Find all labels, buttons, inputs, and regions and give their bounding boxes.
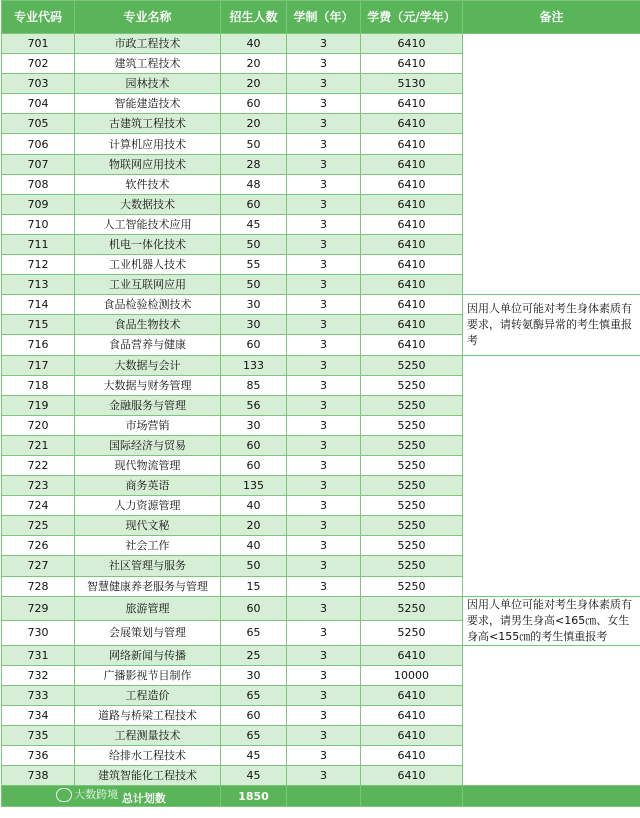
cell-enrollment: 48 [221, 174, 287, 194]
header-code: 专业代码 [2, 1, 75, 34]
cell-tuition: 5250 [361, 621, 463, 646]
cell-code: 706 [2, 134, 75, 154]
cell-name: 大数据与财务管理 [75, 375, 221, 395]
cell-code: 723 [2, 476, 75, 496]
cell-duration: 3 [287, 74, 361, 94]
cell-code: 708 [2, 174, 75, 194]
cell-tuition: 5250 [361, 536, 463, 556]
header-name: 专业名称 [75, 1, 221, 34]
cell-enrollment: 135 [221, 476, 287, 496]
cell-code: 719 [2, 395, 75, 415]
footer-empty-duration [287, 786, 361, 807]
cell-duration: 3 [287, 536, 361, 556]
cell-code: 702 [2, 54, 75, 74]
cell-enrollment: 30 [221, 415, 287, 435]
cell-code: 726 [2, 536, 75, 556]
watermark-text: 大数跨境 [74, 788, 119, 802]
cell-tuition: 6410 [361, 746, 463, 766]
cell-enrollment: 20 [221, 114, 287, 134]
cell-duration: 3 [287, 621, 361, 646]
cell-tuition: 6410 [361, 295, 463, 315]
cell-remarks [463, 645, 640, 786]
cell-name: 现代物流管理 [75, 455, 221, 475]
cell-tuition: 6410 [361, 134, 463, 154]
cell-tuition: 6410 [361, 645, 463, 665]
cell-enrollment: 65 [221, 726, 287, 746]
cell-code: 730 [2, 621, 75, 646]
cell-duration: 3 [287, 295, 361, 315]
cell-tuition: 5250 [361, 395, 463, 415]
cell-name: 食品营养与健康 [75, 335, 221, 355]
header-tuition: 学费（元/学年） [361, 1, 463, 34]
table-row [2, 355, 640, 375]
cell-name: 会展策划与管理 [75, 621, 221, 646]
cell-code: 735 [2, 726, 75, 746]
table-row [2, 295, 640, 315]
cell-duration: 3 [287, 726, 361, 746]
cell-enrollment: 60 [221, 435, 287, 455]
cell-code: 720 [2, 415, 75, 435]
cell-code: 724 [2, 496, 75, 516]
cell-duration: 3 [287, 174, 361, 194]
cell-duration: 3 [287, 435, 361, 455]
cell-code: 718 [2, 375, 75, 395]
cell-duration: 3 [287, 234, 361, 254]
cell-name: 国际经济与贸易 [75, 435, 221, 455]
cell-enrollment: 15 [221, 576, 287, 596]
cell-enrollment: 65 [221, 621, 287, 646]
cell-name: 金融服务与管理 [75, 395, 221, 415]
cell-duration: 3 [287, 705, 361, 725]
cell-tuition: 6410 [361, 335, 463, 355]
cell-enrollment: 30 [221, 315, 287, 335]
cell-enrollment: 56 [221, 395, 287, 415]
cell-tuition: 6410 [361, 194, 463, 214]
cell-name: 智能建造技术 [75, 94, 221, 114]
cell-code: 727 [2, 556, 75, 576]
cell-duration: 3 [287, 746, 361, 766]
cell-tuition: 6410 [361, 766, 463, 786]
footer-row [2, 786, 640, 807]
cell-duration: 3 [287, 766, 361, 786]
cell-tuition: 6410 [361, 275, 463, 295]
cell-enrollment: 20 [221, 74, 287, 94]
cell-code: 721 [2, 435, 75, 455]
cell-tuition: 6410 [361, 34, 463, 54]
cell-duration: 3 [287, 496, 361, 516]
cell-enrollment: 45 [221, 766, 287, 786]
watermark-logo-icon [56, 788, 72, 802]
cell-enrollment: 50 [221, 234, 287, 254]
cell-code: 738 [2, 766, 75, 786]
cell-code: 707 [2, 154, 75, 174]
cell-name: 市政工程技术 [75, 34, 221, 54]
cell-name: 人力资源管理 [75, 496, 221, 516]
cell-name: 建筑工程技术 [75, 54, 221, 74]
cell-enrollment: 45 [221, 214, 287, 234]
cell-enrollment: 60 [221, 705, 287, 725]
cell-tuition: 6410 [361, 214, 463, 234]
table-row [2, 596, 640, 621]
cell-duration: 3 [287, 665, 361, 685]
cell-code: 710 [2, 214, 75, 234]
cell-enrollment: 65 [221, 685, 287, 705]
cell-duration: 3 [287, 556, 361, 576]
cell-tuition: 5250 [361, 576, 463, 596]
cell-duration: 3 [287, 114, 361, 134]
table-row [2, 645, 640, 665]
cell-duration: 3 [287, 275, 361, 295]
cell-name: 工程造价 [75, 685, 221, 705]
watermark [56, 788, 118, 802]
cell-tuition: 6410 [361, 54, 463, 74]
cell-tuition: 5250 [361, 496, 463, 516]
cell-duration: 3 [287, 94, 361, 114]
cell-code: 713 [2, 275, 75, 295]
cell-tuition: 6410 [361, 174, 463, 194]
cell-remarks [463, 34, 640, 295]
cell-duration: 3 [287, 194, 361, 214]
cell-duration: 3 [287, 255, 361, 275]
cell-name: 现代文秘 [75, 516, 221, 536]
cell-enrollment: 40 [221, 496, 287, 516]
cell-code: 729 [2, 596, 75, 621]
cell-tuition: 6410 [361, 315, 463, 335]
cell-duration: 3 [287, 516, 361, 536]
cell-code: 704 [2, 94, 75, 114]
cell-name: 社会工作 [75, 536, 221, 556]
cell-name: 人工智能技术应用 [75, 214, 221, 234]
cell-name: 市场营销 [75, 415, 221, 435]
cell-tuition: 6410 [361, 234, 463, 254]
header-duration: 学制（年） [287, 1, 361, 34]
cell-name: 网络新闻与传播 [75, 645, 221, 665]
cell-remarks [463, 355, 640, 596]
cell-name: 工业机器人技术 [75, 255, 221, 275]
cell-name: 大数据技术 [75, 194, 221, 214]
header-row [2, 1, 640, 34]
cell-tuition: 5250 [361, 435, 463, 455]
cell-tuition: 6410 [361, 685, 463, 705]
cell-enrollment: 50 [221, 556, 287, 576]
cell-code: 709 [2, 194, 75, 214]
cell-name: 食品检验检测技术 [75, 295, 221, 315]
cell-enrollment: 50 [221, 275, 287, 295]
cell-tuition: 5250 [361, 415, 463, 435]
cell-tuition: 5250 [361, 596, 463, 621]
cell-duration: 3 [287, 355, 361, 375]
cell-duration: 3 [287, 134, 361, 154]
cell-duration: 3 [287, 34, 361, 54]
cell-duration: 3 [287, 315, 361, 335]
cell-tuition: 6410 [361, 94, 463, 114]
cell-duration: 3 [287, 455, 361, 475]
cell-code: 725 [2, 516, 75, 536]
cell-name: 计算机应用技术 [75, 134, 221, 154]
cell-tuition: 6410 [361, 726, 463, 746]
footer-empty-remarks [463, 786, 640, 807]
cell-code: 733 [2, 685, 75, 705]
cell-name: 社区管理与服务 [75, 556, 221, 576]
cell-code: 705 [2, 114, 75, 134]
cell-duration: 3 [287, 375, 361, 395]
cell-tuition: 5250 [361, 516, 463, 536]
header-enrollment: 招生人数 [221, 1, 287, 34]
enrollment-plan-table [1, 0, 640, 807]
cell-tuition: 6410 [361, 154, 463, 174]
cell-name: 智慧健康养老服务与管理 [75, 576, 221, 596]
cell-tuition: 5250 [361, 375, 463, 395]
cell-duration: 3 [287, 154, 361, 174]
cell-tuition: 6410 [361, 255, 463, 275]
cell-enrollment: 55 [221, 255, 287, 275]
cell-duration: 3 [287, 335, 361, 355]
cell-enrollment: 60 [221, 94, 287, 114]
cell-tuition: 5250 [361, 355, 463, 375]
cell-duration: 3 [287, 645, 361, 665]
cell-code: 734 [2, 705, 75, 725]
cell-enrollment: 50 [221, 134, 287, 154]
cell-duration: 3 [287, 54, 361, 74]
cell-name: 给排水工程技术 [75, 746, 221, 766]
cell-tuition: 6410 [361, 114, 463, 134]
cell-enrollment: 25 [221, 645, 287, 665]
cell-duration: 3 [287, 214, 361, 234]
cell-tuition: 5250 [361, 476, 463, 496]
cell-name: 古建筑工程技术 [75, 114, 221, 134]
cell-enrollment: 60 [221, 596, 287, 621]
cell-name: 广播影视节目制作 [75, 665, 221, 685]
cell-enrollment: 40 [221, 536, 287, 556]
cell-duration: 3 [287, 685, 361, 705]
cell-code: 714 [2, 295, 75, 315]
table-row [2, 34, 640, 54]
cell-code: 732 [2, 665, 75, 685]
cell-duration: 3 [287, 415, 361, 435]
cell-remarks: 因用人单位可能对考生身体素质有要求，请转氨酶异常的考生慎重报考 [463, 295, 640, 355]
cell-code: 703 [2, 74, 75, 94]
cell-code: 722 [2, 455, 75, 475]
cell-name: 食品生物技术 [75, 315, 221, 335]
cell-remarks: 因用人单位可能对考生身体素质有要求，请男生身高<165㎝、女生身高<155㎝的考生慎重报考 [463, 596, 640, 645]
cell-code: 716 [2, 335, 75, 355]
cell-enrollment: 85 [221, 375, 287, 395]
cell-tuition: 5130 [361, 74, 463, 94]
cell-enrollment: 133 [221, 355, 287, 375]
cell-name: 旅游管理 [75, 596, 221, 621]
cell-enrollment: 45 [221, 746, 287, 766]
cell-enrollment: 20 [221, 516, 287, 536]
cell-tuition: 10000 [361, 665, 463, 685]
cell-enrollment: 60 [221, 194, 287, 214]
cell-name: 商务英语 [75, 476, 221, 496]
cell-enrollment: 20 [221, 54, 287, 74]
cell-duration: 3 [287, 395, 361, 415]
cell-code: 728 [2, 576, 75, 596]
footer-total: 1850 [221, 786, 287, 807]
cell-name: 工业互联网应用 [75, 275, 221, 295]
cell-enrollment: 60 [221, 455, 287, 475]
cell-name: 工程测量技术 [75, 726, 221, 746]
cell-duration: 3 [287, 476, 361, 496]
cell-code: 711 [2, 234, 75, 254]
cell-enrollment: 60 [221, 335, 287, 355]
cell-code: 712 [2, 255, 75, 275]
footer-empty-tuition [361, 786, 463, 807]
cell-duration: 3 [287, 596, 361, 621]
cell-tuition: 5250 [361, 556, 463, 576]
cell-enrollment: 30 [221, 295, 287, 315]
cell-enrollment: 30 [221, 665, 287, 685]
cell-name: 物联网应用技术 [75, 154, 221, 174]
cell-tuition: 5250 [361, 455, 463, 475]
cell-duration: 3 [287, 576, 361, 596]
cell-name: 道路与桥梁工程技术 [75, 705, 221, 725]
cell-name: 建筑智能化工程技术 [75, 766, 221, 786]
header-remarks: 备注 [463, 1, 640, 34]
cell-name: 大数据与会计 [75, 355, 221, 375]
cell-name: 软件技术 [75, 174, 221, 194]
cell-code: 715 [2, 315, 75, 335]
cell-name: 机电一体化技术 [75, 234, 221, 254]
cell-name: 园林技术 [75, 74, 221, 94]
footer-label-cell [2, 786, 221, 807]
cell-tuition: 6410 [361, 705, 463, 725]
cell-code: 717 [2, 355, 75, 375]
footer-label: 总计划数 [121, 791, 166, 805]
cell-enrollment: 28 [221, 154, 287, 174]
cell-code: 731 [2, 645, 75, 665]
cell-code: 701 [2, 34, 75, 54]
cell-code: 736 [2, 746, 75, 766]
cell-enrollment: 40 [221, 34, 287, 54]
